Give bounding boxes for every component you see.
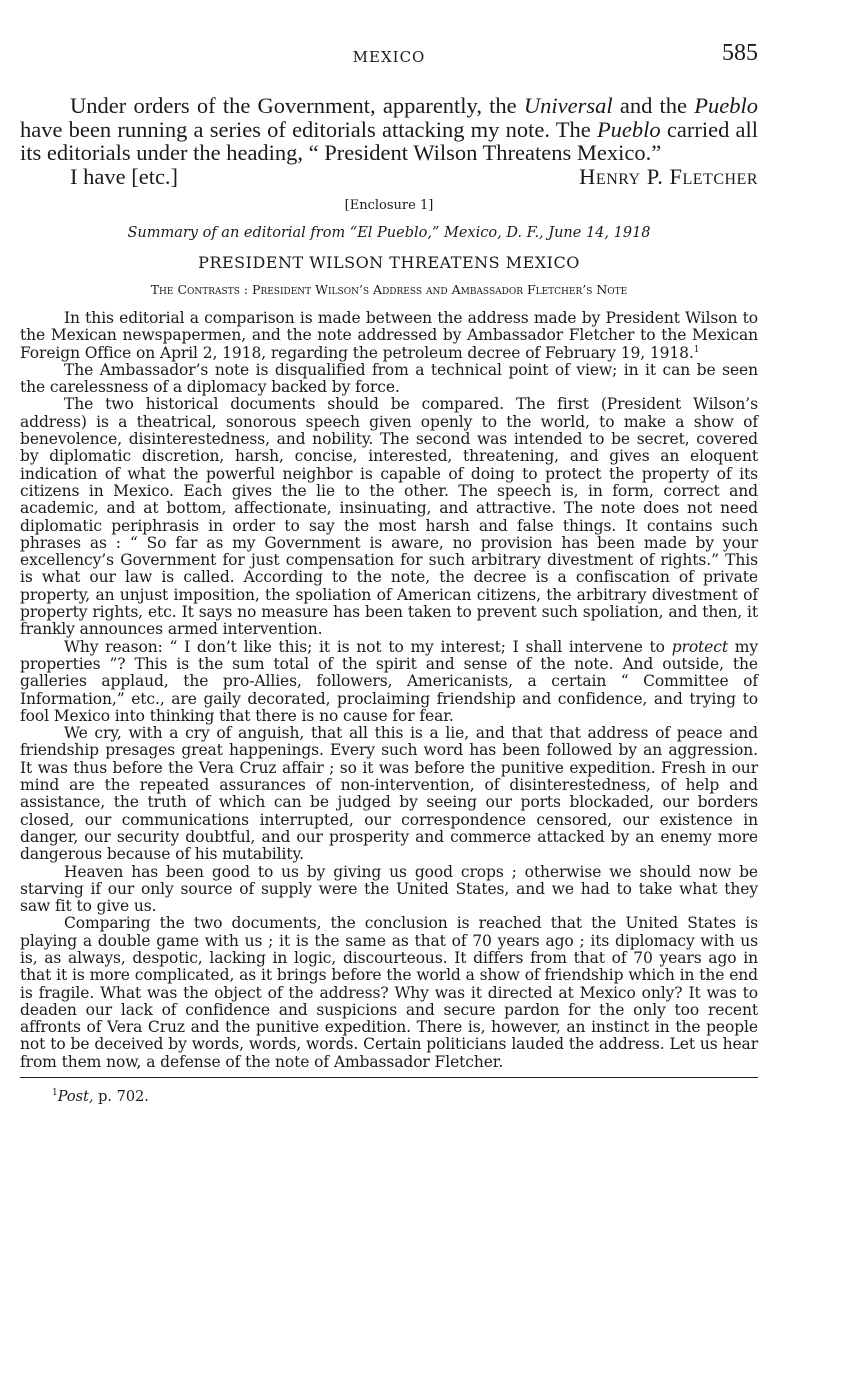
summary-line: Summary of an editorial from “El Pueblo,” Mexico, D. F., June 14, 1918 bbox=[127, 225, 651, 241]
footnote-reference: Post, bbox=[57, 1088, 94, 1105]
paragraph: Heaven has been good to us by giving us good crops ; otherwise we should now be starving if our only source of supply were the United States, and we had to take what they saw fit to give us. bbox=[20, 862, 758, 916]
running-head-title: MEXICO bbox=[352, 48, 426, 66]
paragraph: The two historical documents should be compared. The first (President Wilson’s address) is a theatrical, sonorous speech given openly to the world, to make a show of benevolence, disinterestedness, and nobility. The second was intended to be secret, covered by diplomatic discretion, harsh, concise, interested, threatening, and gives an eloquent indication of what the powerful neighbor is capable of doing to protect the property of its citizens in Mexico. Each gives the lie to the other. The speech is, in form, correct and academic, and at bottom, affectionate, insinuating, and attractive. The note does not need diplomatic periphrasis in order to say the most harsh and false things. It contains such phrases as : “ So far as my Government is aware, no provision has been made by your excellency’s Government for just compensation for such arbitrary divestment of rights.” This is what our law is called. According to the note, the decree is a confiscation of private property, an unjust imposition, the spoliation of American citizens, the arbitrary divestment of property rights, etc. It says no measure has been taken to prevent such spoliation, and then, it frankly announces armed intervention. bbox=[20, 395, 758, 639]
page-number: 585 bbox=[722, 40, 758, 66]
paragraph: Comparing the two documents, the conclusion is reached that the United States is playing a double game with us ; it is the same as that of 70 years ago ; its diplomacy with us is, as always, despotic, lacking in logic, discourteous. It differs from that of 70 years ago in that it is more complicated, as it brings before the world a show of friendship which in the end is fragile. What was the object of the address? Why was it directed at Mexico only? It was to deaden our lack of confidence and suspicions and secure pardon for the only too recent affronts of Vera Cruz and the punitive expedition. There is, however, an instinct in the people not to be deceived by words, words, words. Certain politicians lauded the address. Let us hear from them now, a defense of the note of Ambassador Fletcher. bbox=[20, 914, 758, 1071]
letter-closing-paragraph: Under orders of the Government, apparently, the Universal and the Pueblo have been running a series of editorials attacking my note. The Pueblo carried all its editorials under the heading, “ President Wilson Threatens Mexico.” bbox=[20, 93, 758, 165]
enclosure-label: [Enclosure 1] bbox=[344, 198, 434, 213]
closing-phrase: I have [etc.] bbox=[70, 163, 179, 189]
paragraph: Why reason: “ I don’t like this; it is not to my interest; I shall intervene to protect my properties ”? This is the sum total of the spirit and sense of the note. And outside, the galleries applaud, the pro-Allies, followers, Americanists, a certain “ Committee of Information,” etc., are gaily decorated, proclaiming friendship and confidence, and trying to fool Mexico into thinking that there is no cause for fear. bbox=[20, 637, 758, 725]
paragraph: In this editorial a comparison is made between the address made by President Wilson to the Mexican newspapermen, and the note addressed by Ambassador Fletcher to the Mexican Foreign Office on April 2, 1918, regarding the petroleum decree of February 19, 1918.$^1$ bbox=[20, 309, 758, 362]
editorial-heading: PRESIDENT WILSON THREATENS MEXICO bbox=[198, 253, 580, 272]
running-head bbox=[20, 0, 758, 66]
signature: Henry P. Fletcher bbox=[579, 163, 758, 189]
editorial-summary-body bbox=[20, 310, 758, 1071]
editorial-subheading: The Contrasts : President Wilson’s Address and Ambassador Fletcher’s Note bbox=[150, 282, 628, 297]
document-page bbox=[20, 0, 758, 1105]
footnote: $^1$Post, p. 702. bbox=[52, 1088, 149, 1105]
footnote-divider bbox=[20, 1077, 758, 1078]
footnote-marker: 1 bbox=[52, 1088, 58, 1099]
paragraph: The Ambassador’s note is disqualified from a technical point of view; in it can be seen the carelessness of a diplomacy backed by force. bbox=[20, 360, 758, 397]
footnote-ref: 1 bbox=[693, 344, 700, 355]
paragraph: We cry, with a cry of anguish, that all this is a lie, and that that address of peace and friendship presages great happenings. Every such word has been followed by an aggression. It was thus before the Vera Cruz affair ; so it was before the punitive expedition. Fresh in our mind are the repeated assurances of non-intervention, of disinterestedness, of help and assistance, the truth of which can be judged by seeing our ports blockaded, our borders closed, our communications interrupted, our correspondence censored, our existence in danger, our security doubtful, and our prosperity and commerce attacked by an enemy more dangerous because of his mutability. bbox=[20, 724, 758, 864]
letter-signoff bbox=[20, 165, 758, 189]
newspaper-name: Pueblo bbox=[596, 116, 661, 142]
newspaper-name: Pueblo bbox=[694, 93, 758, 118]
newspaper-name: Universal bbox=[523, 93, 613, 118]
